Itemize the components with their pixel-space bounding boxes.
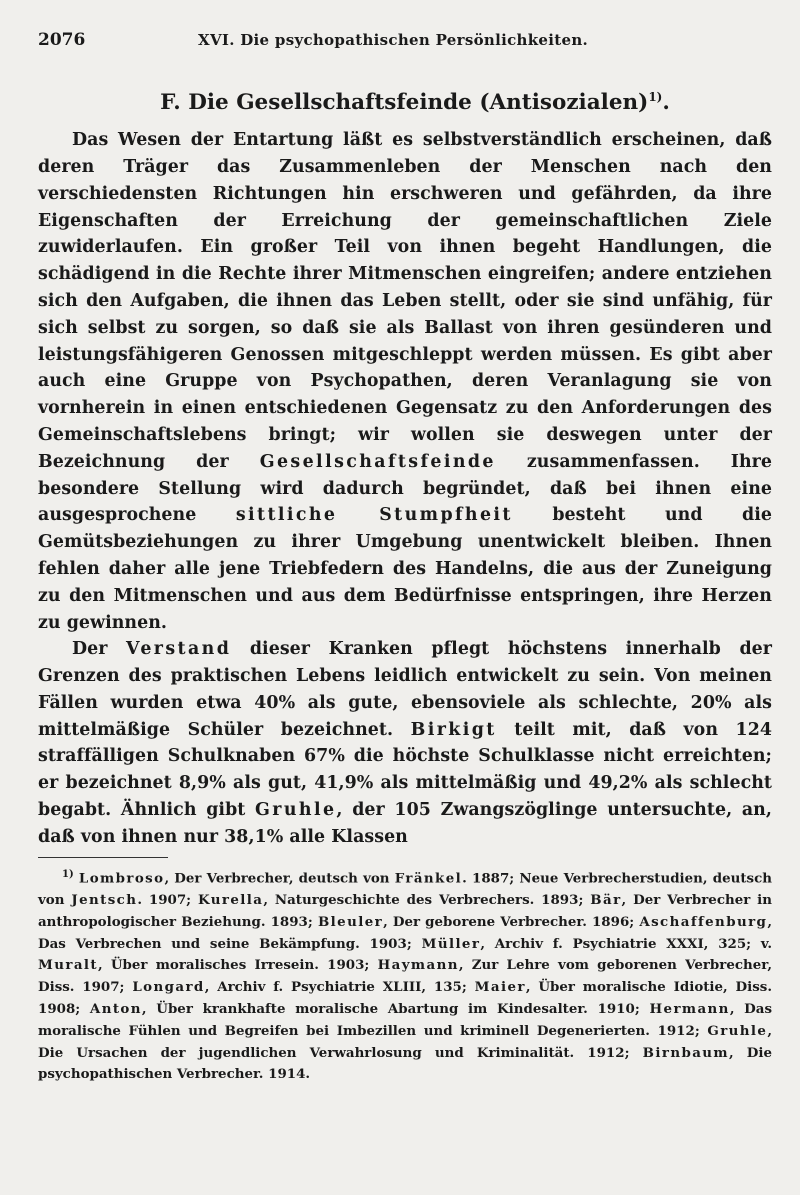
section-title-text: F. Die Gesellschaftsfeinde (Antisozialen) xyxy=(160,90,649,116)
author-name: Müller xyxy=(421,935,481,952)
citation-text: , Naturgeschichte des Verbrechers. 1893; xyxy=(263,891,591,908)
paragraph-2 xyxy=(38,636,772,850)
citation-text: , Über krankhafte moralische Abartung im Kindesalter. 1910; xyxy=(141,1000,650,1017)
citation-text: , Über moralisches Irresein. 1903; xyxy=(97,957,378,974)
emphasis-text: Gesellschaftsfeinde xyxy=(259,451,496,472)
citation-text: , Die Ursachen der jugendlichen Verwahrlosung und Kriminalität. 1912; xyxy=(38,1022,772,1061)
paragraph-text: teilt mit, daß von 124 straffälligen Schulknaben 67% die höchste Schulklasse nicht erreichten; er bezeichnet 8,9% als gut, 41,9% als mittelmäßig und 49,2% als schlecht begabt. Ähnlich gibt xyxy=(38,719,772,821)
citation-text: , Das moralische Fühlen und Begreifen bei Imbezillen und kriminell Degenerierten. 1912; xyxy=(38,1000,773,1039)
author-name: Longard xyxy=(132,979,205,996)
paragraph-1 xyxy=(38,127,772,636)
emphasis-text: sittliche Stumpfheit xyxy=(235,505,513,526)
author-name: Gruhle xyxy=(255,800,337,821)
citation-text: , Archiv f. Psychiatrie XLIII, 135; xyxy=(204,979,475,996)
author-name: Birkigt xyxy=(410,719,497,740)
paragraph-text: Das Wesen der Entartung läßt es selbstverständlich erscheinen, daß deren Träger das Zusammenleben der Menschen nach den verschiedensten Richtungen hin erschweren und gefährden, da ihre Eigenschaften der Erreichung der gemeinschaftlichen Ziele zuwiderlaufen. Ein großer Teil von ihnen begeht Handlungen, die schädigend in die Rechte ihrer Mitmenschen eingreifen; andere entziehen sich den Aufgaben, die ihnen das Leben stellt, oder sie sind unfähig, für sich selbst zu sorgen, so daß sie als Ballast von ihren gesünderen und leistungsfähigeren Genossen mitgeschleppt werden müssen. Es gibt aber auch eine Gruppe von Psychopathen, deren Veranlagung sie von vornherein in einen entschiedenen Gegensatz zu den Anforderungen des Gemeinschaftslebens bringt; wir wollen sie deswegen unter der Bezeichnung der xyxy=(38,130,772,472)
footnote xyxy=(38,864,772,1086)
paragraph-text: , der 105 Zwangszöglinge untersuchte, an, daß von ihnen nur 38,1% alle Klassen xyxy=(38,800,772,847)
author-name: Jentsch xyxy=(71,891,138,908)
footnote-divider xyxy=(38,857,168,858)
citation-text: , Der geborene Verbrecher. 1896; xyxy=(383,913,640,930)
author-name: Maier xyxy=(474,979,526,996)
paragraph-text: Der xyxy=(72,639,127,660)
paragraph-text: besteht und die Gemütsbeziehungen zu ihrer Umgebung unentwickelt bleiben. Ihnen fehlen daher alle jene Triebfedern des Handelns, die aus der Zuneigung zu den Mitmenschen und aus dem Bedürfnisse entspringen, ihre Herzen zu gewinnen. xyxy=(38,505,773,633)
citation-text: . 1887; Neue Verbrecherstudien, deutsch von xyxy=(38,870,772,908)
page-number: 2076 xyxy=(38,30,86,50)
author-name: Aschaffenburg xyxy=(639,913,768,930)
author-name: Hermann xyxy=(649,1000,730,1017)
footnote-reference: 1) xyxy=(648,90,663,104)
citation-text: , Das Verbrechen und seine Bekämpfung. 1903; xyxy=(38,913,772,952)
author-name: Anton xyxy=(89,1000,142,1017)
citation-text: , Archiv f. Psychiatrie XXXI, 325; v. xyxy=(480,935,772,952)
author-name: Bleuler xyxy=(317,913,384,930)
author-name: Lombroso xyxy=(78,870,165,887)
citation-text: , Über moralische Idiotie, Diss. 1908; xyxy=(38,979,772,1017)
citation-text: , Der Verbrecher in anthropologischer Beziehung. 1893; xyxy=(38,891,772,930)
paragraph-text: zusammenfassen. Ihre besondere Stellung wird dadurch begründet, daß bei ihnen eine ausgesprochene xyxy=(38,451,772,526)
section-title: F. Die Gesellschaftsfeinde (Antisozialen)$^{1)}$. xyxy=(160,90,670,116)
author-name: Gruhle xyxy=(707,1022,768,1039)
citation-text: . 1907; xyxy=(137,891,199,908)
citation-text: , Der Verbrecher, deutsch von xyxy=(164,870,395,887)
citation-text: , Die psychopathischen Verbrecher. 1914. xyxy=(38,1044,773,1083)
paragraph-text: dieser Kranken pflegt höchstens innerhalb der Grenzen des praktischen Lebens leidlich entwickelt zu sein. Von meinen Fällen wurden etwa 40% als gute, ebensoviele als schlechte, 20% als mittelmäßige Schüler bezeichnet. xyxy=(38,639,773,740)
author-name: Birnbaum xyxy=(642,1044,729,1061)
running-header xyxy=(38,30,772,50)
emphasis-text: Verstand xyxy=(126,639,232,660)
running-title: XVI. Die psychopathischen Persönlichkeiten. xyxy=(198,31,589,49)
author-name: Haymann xyxy=(377,957,459,974)
author-name: Fränkel xyxy=(394,870,463,887)
author-name: Kurella xyxy=(198,891,264,908)
body-text xyxy=(38,127,772,851)
author-name: Bär xyxy=(590,891,622,908)
footnote-marker: 1) xyxy=(62,868,74,880)
author-name: Muralt xyxy=(38,957,98,974)
citation-text: , Zur Lehre vom geborenen Verbrecher, Diss. 1907; xyxy=(38,957,772,996)
